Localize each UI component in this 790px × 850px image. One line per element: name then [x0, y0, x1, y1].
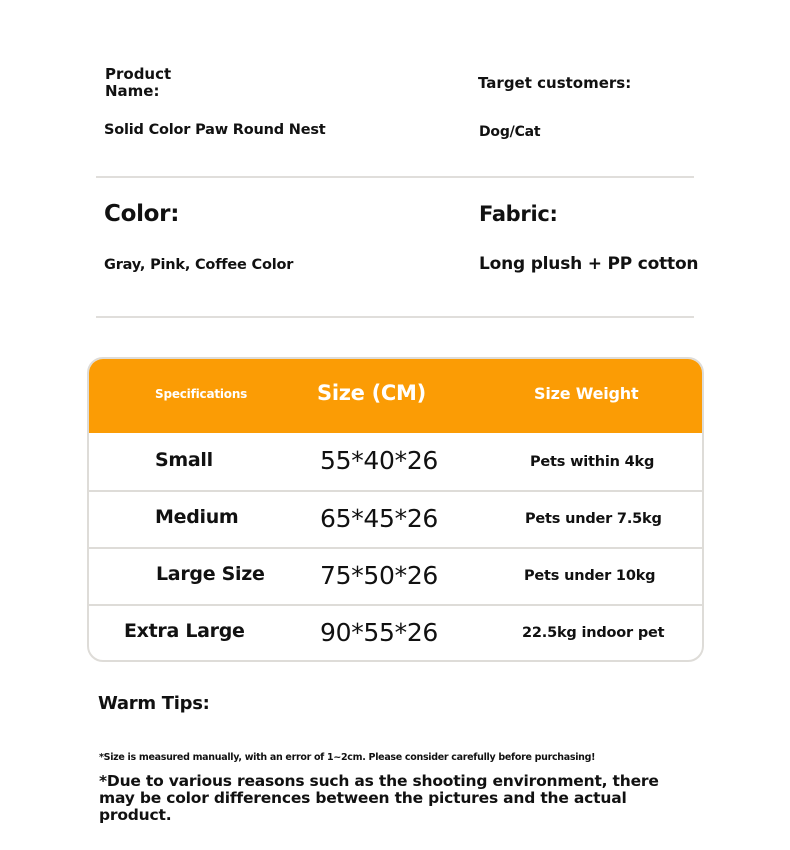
target-customers-value: Dog/Cat [479, 124, 541, 140]
header-specifications: Specifications [155, 387, 248, 401]
row-spec-name: Extra Large [124, 620, 245, 642]
header-size-cm: Size (CM) [317, 381, 426, 405]
row-size: 75*50*26 [320, 561, 439, 590]
color-label: Color: [104, 201, 180, 227]
specification-table [87, 357, 704, 662]
table-row [89, 433, 702, 490]
row-size: 65*45*26 [320, 504, 439, 533]
row-weight: Pets under 10kg [524, 568, 656, 584]
target-customers-label: Target customers: [478, 74, 632, 92]
table-row [89, 492, 702, 549]
row-size: 90*55*26 [320, 618, 439, 647]
color-value: Gray, Pink, Coffee Color [104, 257, 294, 273]
table-row [89, 606, 702, 662]
divider-top [96, 176, 694, 178]
product-name-value: Solid Color Paw Round Nest [104, 122, 326, 138]
header-size-weight: Size Weight [534, 384, 639, 403]
product-name-label-line1: Product [105, 65, 172, 83]
row-weight: 22.5kg indoor pet [522, 625, 665, 641]
tip-color-note: *Due to various reasons such as the shooting environment, there may be color differences between the pictures and the actual product. [99, 772, 659, 824]
row-size: 55*40*26 [320, 446, 439, 475]
table-header [87, 357, 704, 433]
fabric-label: Fabric: [479, 202, 558, 226]
row-spec-name: Large Size [156, 563, 265, 585]
row-weight: Pets under 7.5kg [525, 511, 662, 527]
row-weight: Pets within 4kg [530, 454, 655, 470]
warm-tips-title: Warm Tips: [98, 693, 210, 714]
table-row [89, 549, 702, 606]
row-spec-name: Medium [155, 506, 239, 528]
divider-bottom [96, 316, 694, 318]
fabric-value: Long plush + PP cotton [479, 254, 699, 274]
product-name-label-line2: Name: [105, 82, 160, 100]
product-name-label [105, 66, 171, 100]
tip-size-note: *Size is measured manually, with an error of 1~2cm. Please consider carefully before purchasing! [99, 752, 596, 763]
row-spec-name: Small [155, 449, 213, 471]
